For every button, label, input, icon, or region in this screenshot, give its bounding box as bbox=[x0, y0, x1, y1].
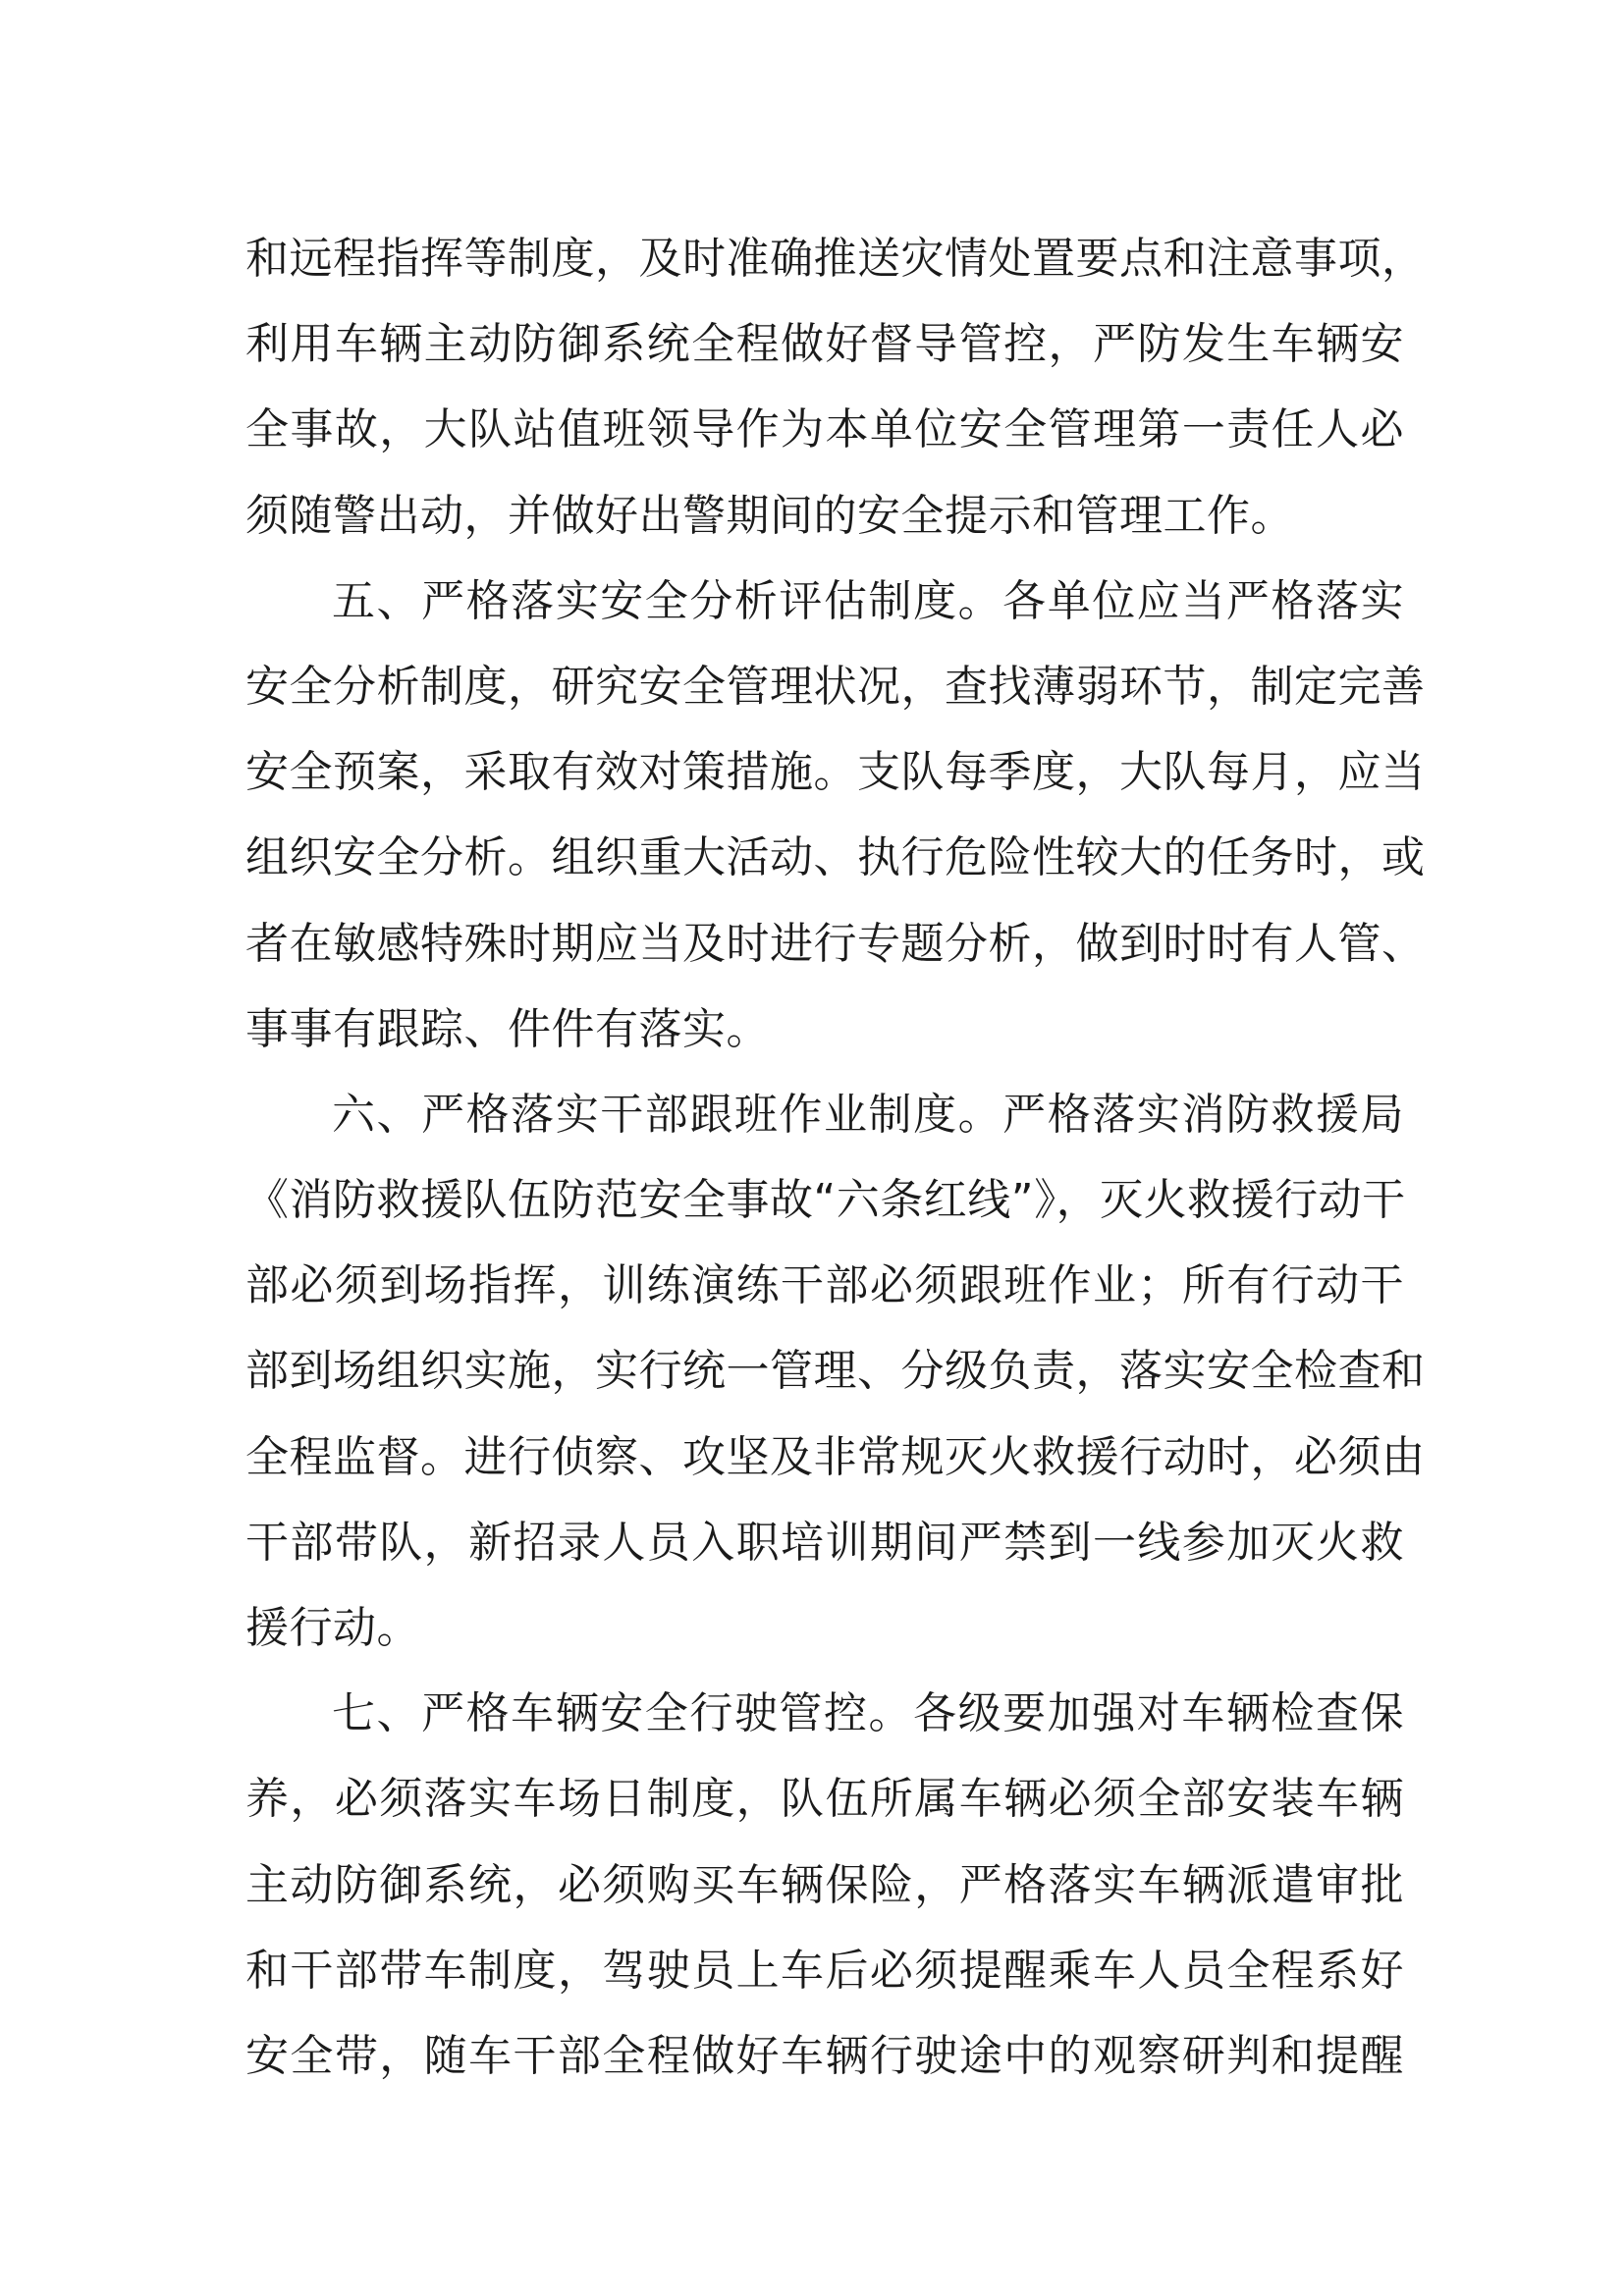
document-body bbox=[245, 216, 1426, 2099]
paragraph-heading-line: 五、严格落实安全分析评估制度。各单位应当严格落实 bbox=[332, 575, 1404, 626]
text-line: 和远程指挥等制度，及时准确推送灾情处置要点和注意事项， bbox=[245, 234, 1426, 284]
paragraph-heading-line: 七、严格车辆安全行驶管控。各级要加强对车辆检查保 bbox=[332, 1688, 1404, 1739]
text-line: 全程监督。进行侦察、攻坚及非常规灭火救援行动时，必须由 bbox=[245, 1431, 1426, 1482]
text-line: 养，必须落实车场日制度，队伍所属车辆必须全部安装车辆 bbox=[245, 1774, 1404, 1825]
text-line: 全事故，大队站值班领导作为本单位安全管理第一责任人必 bbox=[245, 404, 1404, 455]
text-line: 和干部带车制度，驾驶员上车后必须提醒乘车人员全程系好 bbox=[245, 1945, 1404, 1996]
text-line: 部必须到场指挥，训练演练干部必须跟班作业；所有行动干 bbox=[245, 1260, 1404, 1311]
text-line: 援行动。 bbox=[245, 1603, 420, 1653]
text-line: 利用车辆主动防御系统全程做好督导管控，严防发生车辆安 bbox=[245, 319, 1404, 370]
text-line: 者在敏感特殊时期应当及时进行专题分析，做到时时有人管、 bbox=[245, 918, 1426, 969]
text-line: 安全带，随车干部全程做好车辆行驶途中的观察研判和提醒 bbox=[245, 2030, 1404, 2081]
text-line: 部到场组织实施，实行统一管理、分级负责，落实安全检查和 bbox=[245, 1346, 1426, 1397]
text-line: 《消防救援队伍防范安全事故“六条红线”》，灭火救援行动干 bbox=[245, 1175, 1406, 1226]
text-line: 安全预案，采取有效对策措施。支队每季度，大队每月，应当 bbox=[245, 747, 1426, 798]
text-line: 安全分析制度，研究安全管理状况，查找薄弱环节，制定完善 bbox=[245, 661, 1426, 712]
text-line: 事事有跟踪、件件有落实。 bbox=[245, 1003, 770, 1054]
text-line: 主动防御系统，必须购买车辆保险，严格落实车辆派遣审批 bbox=[245, 1859, 1404, 1910]
text-line: 干部带队，新招录人员入职培训期间严禁到一线参加灭火救 bbox=[245, 1517, 1404, 1568]
text-line: 须随警出动，并做好出警期间的安全提示和管理工作。 bbox=[245, 490, 1294, 541]
text-line: 组织安全分析。组织重大活动、执行危险性较大的任务时，或 bbox=[245, 832, 1426, 883]
paragraph-heading-line: 六、严格落实干部跟班作业制度。严格落实消防救援局 bbox=[332, 1089, 1404, 1140]
